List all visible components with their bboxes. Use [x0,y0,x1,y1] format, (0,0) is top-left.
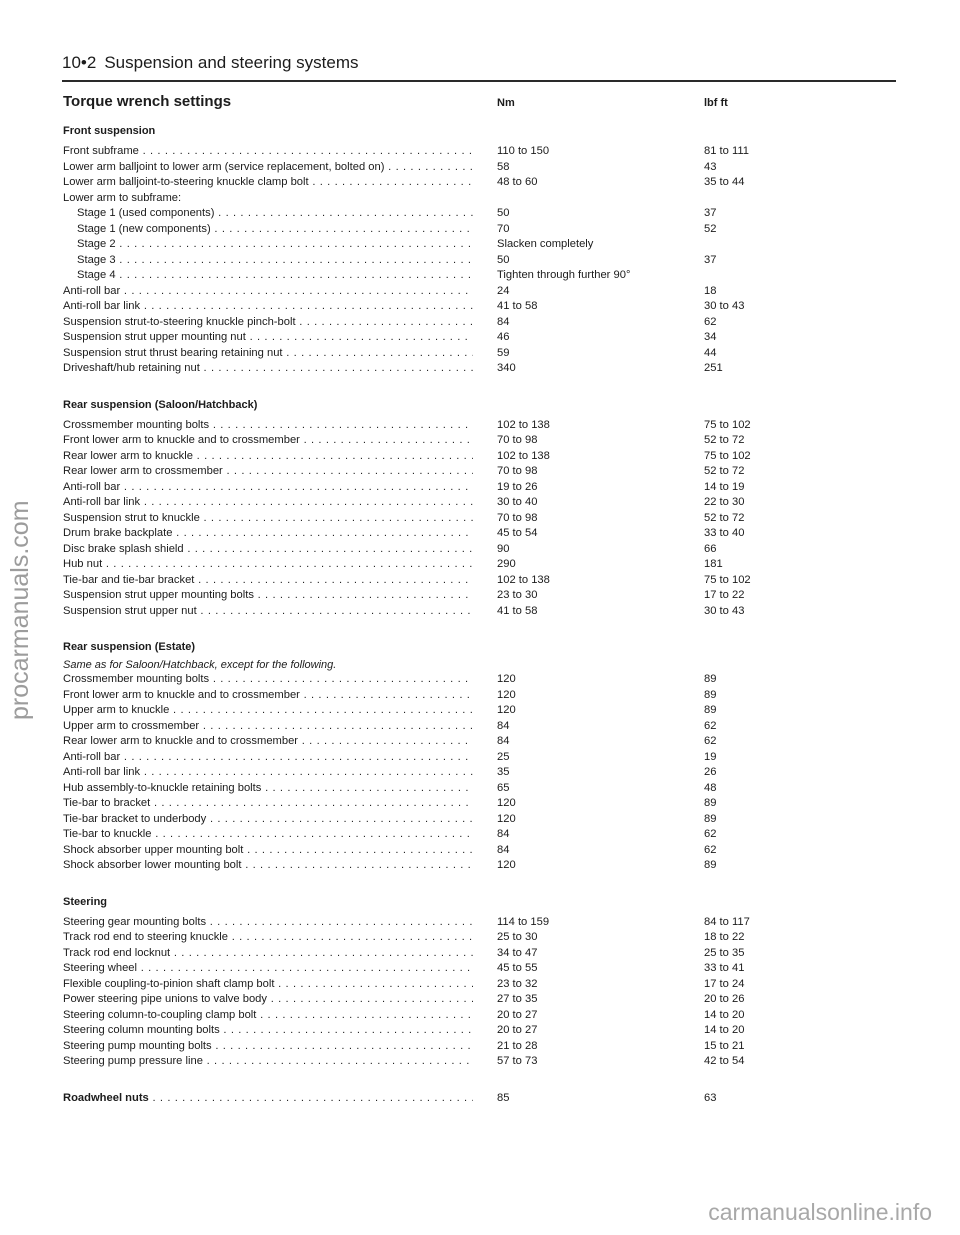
table-row [63,237,863,253]
table-row [63,992,863,1008]
row-lbf: 89 [704,704,717,716]
row-lbf: 33 to 40 [704,527,745,539]
table-row [63,1023,863,1039]
row-lbf: 30 to 43 [704,300,745,312]
row-label: Rear lower arm to knuckle and to crossmember . . . [63,734,473,750]
row-label: Anti-roll bar . . . [63,284,473,300]
table-row [63,588,863,604]
row-lbf: 89 [704,688,717,701]
section-rear-suspension-estate [63,640,863,874]
row-nm: 114 to 159 [497,915,550,928]
row-lbf: 62 [704,315,717,328]
row-nm: 120 [497,859,516,871]
row-label: Driveshaft/hub retaining nut . . . [63,361,473,377]
row-lbf: 63 [704,1091,717,1104]
row-nm: 35 [497,766,510,778]
row-lbf: 181 [704,558,723,570]
row-lbf: 62 [704,719,717,732]
row-lbf: 14 to 20 [704,1008,745,1021]
row-label: Stage 4 . . . [77,268,473,284]
row-nm: 84 [497,315,510,328]
row-label: Suspension strut upper nut . . . [63,604,473,620]
row-nm: 70 [497,222,510,235]
section-rear-suspension-saloon [63,398,863,620]
row-label: Stage 1 (used components) . . . [77,206,473,222]
row-label: Front subframe . . . [63,144,473,160]
table-row [63,858,863,874]
row-lbf: 42 to 54 [704,1055,745,1067]
row-lbf: 18 to 22 [704,931,745,943]
row-label: Lower arm balljoint to lower arm (service replacement, bolted on) . . . [63,160,473,176]
row-label: Front lower arm to knuckle and to crossmember . . . [63,433,473,449]
row-nm: 58 [497,160,510,173]
row-label: Anti-roll bar link . . . [63,299,473,315]
table-row [63,175,863,191]
row-label: Hub nut . . . [63,557,473,573]
table-row [63,346,863,362]
row-lbf: 35 to 44 [704,176,745,188]
table-row [63,464,863,480]
row-nm: 23 to 30 [497,589,538,601]
table-row [63,222,863,238]
table-row [63,495,863,511]
row-label: Anti-roll bar link . . . [63,765,473,781]
table-row [63,315,863,331]
row-lbf: 25 to 35 [704,946,745,959]
table-row [63,604,863,620]
row-nm: 50 [497,207,510,219]
row-nm: 102 to 138 [497,573,550,586]
row-label: Front lower arm to knuckle and to crossmember . . . [63,688,473,704]
row-lbf: 15 to 21 [704,1039,745,1052]
table-row [63,827,863,843]
row-label: Track rod end to steering knuckle . . . [63,930,473,946]
row-lbf: 251 [704,362,723,374]
row-label [63,1091,473,1107]
roadwheel-label: Roadwheel nuts [63,1091,149,1104]
row-lbf: 52 [704,222,717,235]
table-row [63,843,863,859]
section-title: Rear suspension (Saloon/Hatchback) [63,398,258,411]
row-nm: 46 [497,331,510,343]
section-title: Rear suspension (Estate) [63,641,196,653]
row-nm: 25 to 30 [497,931,538,943]
row-lbf: 30 to 43 [704,604,745,617]
table-row [63,557,863,573]
row-lbf: 62 [704,828,717,840]
row-nm: 59 [497,346,510,359]
row-nm: 20 to 27 [497,1008,538,1021]
row-label: Suspension strut thrust bearing retaining nut . . . [63,346,473,362]
row-nm: 27 to 35 [497,993,538,1005]
side-watermark: procarmanuals.com [6,500,34,720]
row-nm: 120 [497,704,516,716]
row-lbf: 19 [704,750,717,763]
row-lbf: 84 to 117 [704,915,750,928]
row-label: Steering pump pressure line . . . [63,1054,473,1070]
row-nm: 20 to 27 [497,1024,538,1036]
row-nm: 340 [497,362,516,374]
row-label: Disc brake splash shield . . . [63,542,473,558]
table-row [63,330,863,346]
row-nm: 19 to 26 [497,480,538,493]
row-label: Upper arm to crossmember . . . [63,719,473,735]
row-nm: 120 [497,797,516,809]
section-heading: Torque wrench settings [63,93,232,110]
row-lbf: 89 [704,797,717,809]
page-number: 10•2 [62,53,97,72]
row-lbf: 33 to 41 [704,962,745,974]
row-lbf: 22 to 30 [704,496,745,508]
row-lbf: 66 [704,542,717,555]
row-lbf: 89 [704,859,717,871]
page-header [62,52,896,82]
row-label: Shock absorber lower mounting bolt . . . [63,858,473,874]
row-lbf: 44 [704,346,717,359]
table-row [63,433,863,449]
row-lbf: 26 [704,766,717,778]
table-row [63,191,863,207]
row-lbf: 14 to 20 [704,1024,745,1036]
row-label: Steering column mounting bolts . . . [63,1023,473,1039]
row-lbf: 17 to 24 [704,977,745,990]
row-lbf: 52 to 72 [704,511,745,524]
section-title: Steering [63,895,108,908]
table-row [63,284,863,300]
row-nm: 65 [497,781,510,794]
row-nm: 34 to 47 [497,946,538,959]
row-nm: 120 [497,673,516,685]
table-row [63,1054,863,1070]
table-row [63,719,863,735]
table-row [63,160,863,176]
row-label: Stage 1 (new components) . . . [77,222,473,238]
row-label: Shock absorber upper mounting bolt . . . [63,843,473,859]
unit-header-lbf: lbf ft [704,97,728,109]
row-nm: 84 [497,828,510,840]
row-lbf: 14 to 19 [704,480,745,493]
unit-header-nm: Nm [497,97,515,109]
table-row [63,977,863,993]
chapter-title: Suspension and steering systems [104,53,359,72]
row-nm: 23 to 32 [497,977,538,990]
row-nm: 30 to 40 [497,496,538,508]
row-lbf: 43 [704,160,717,173]
section-note: Same as for Saloon/Hatchback, except for the following. [63,659,337,671]
row-label: Upper arm to knuckle . . . [63,703,473,719]
section-roadwheel [63,1091,863,1107]
row-nm: 290 [497,558,516,570]
row-label: Anti-roll bar . . . [63,480,473,496]
row-lbf: 20 to 26 [704,993,745,1005]
table-row [63,1039,863,1055]
section-title: Front suspension [63,125,156,137]
row-nm: 110 to 150 [497,145,550,157]
row-label: Lower arm balljoint-to-steering knuckle clamp bolt . . . [63,175,473,191]
row-nm: 21 to 28 [497,1039,538,1052]
row-nm: Slacken completely [497,238,594,250]
row-label: Rear lower arm to knuckle . . . [63,449,473,465]
table-row [63,361,863,377]
row-lbf: 37 [704,253,717,266]
row-label: Drum brake backplate . . . [63,526,473,542]
row-lbf: 52 to 72 [704,465,745,477]
row-label: Steering pump mounting bolts . . . [63,1039,473,1055]
row-nm: 57 to 73 [497,1055,538,1067]
row-lbf: 17 to 22 [704,589,745,601]
row-nm: 41 to 58 [497,604,538,617]
row-lbf: 62 [704,843,717,856]
row-label: Track rod end locknut . . . [63,946,473,962]
table-row [63,915,863,931]
row-lbf: 48 [704,781,717,794]
row-lbf: 34 [704,331,717,343]
row-label: Crossmember mounting bolts . . . [63,672,473,688]
table-row [63,480,863,496]
table-row [63,449,863,465]
row-nm: 24 [497,284,510,297]
row-nm: 120 [497,812,516,825]
section-steering [63,895,863,1070]
row-lbf: 75 to 102 [704,449,751,462]
row-nm: 45 to 55 [497,962,538,974]
table-row [63,930,863,946]
table-row [63,526,863,542]
row-lbf: 89 [704,812,717,825]
row-lbf: 75 to 102 [704,418,751,431]
table-row [63,511,863,527]
row-nm: 90 [497,542,510,555]
header-title-line [62,52,359,74]
row-label: Suspension strut upper mounting nut . . . [63,330,473,346]
row-nm: 84 [497,719,510,732]
row-nm: 25 [497,750,510,763]
row-label: Stage 2 . . . [77,237,473,253]
row-nm: 120 [497,688,516,701]
bottom-watermark: carmanualsonline.info [708,1199,932,1225]
row-label: Suspension strut upper mounting bolts . . . [63,588,473,604]
row-label: Steering column-to-coupling clamp bolt . . . [63,1008,473,1024]
section-front-suspension [63,124,863,377]
row-lbf: 75 to 102 [704,573,751,586]
row-nm: 102 to 138 [497,449,550,462]
table-row [63,672,863,688]
row-label: Lower arm to subframe: [63,191,182,204]
row-lbf: 81 to 111 [704,145,749,157]
row-label: Anti-roll bar link . . . [63,495,473,511]
table-row [63,961,863,977]
row-lbf: 18 [704,284,717,297]
row-nm: 84 [497,735,510,747]
row-label: Tie-bar to knuckle . . . [63,827,473,843]
table-row [63,268,863,284]
table-row [63,703,863,719]
row-nm: 85 [497,1091,510,1104]
row-label: Suspension strut to knuckle . . . [63,511,473,527]
table-row [63,206,863,222]
row-lbf: 52 to 72 [704,434,745,446]
row-label: Steering gear mounting bolts . . . [63,915,473,931]
table-row [63,299,863,315]
table-row [63,1091,863,1107]
table-row [63,542,863,558]
row-lbf: 89 [704,673,717,685]
row-label: Stage 3 . . . [77,253,473,269]
row-nm: 50 [497,253,510,266]
table-row [63,796,863,812]
table-row [63,946,863,962]
table-row [63,573,863,589]
row-label: Suspension strut-to-steering knuckle pinch-bolt . . . [63,315,473,331]
row-label: Crossmember mounting bolts . . . [63,418,473,434]
table-row [63,253,863,269]
row-nm: Tighten through further 90° [497,269,631,281]
table-row [63,765,863,781]
row-nm: 102 to 138 [497,418,550,431]
row-nm: 70 to 98 [497,465,538,477]
row-nm: 48 to 60 [497,176,538,188]
table-title-row [63,93,863,115]
table-row [63,1008,863,1024]
table-row [63,812,863,828]
row-label: Power steering pipe unions to valve body . . . [63,992,473,1008]
row-lbf: 62 [704,735,717,747]
table-row [63,750,863,766]
table-row [63,144,863,160]
row-label: Anti-roll bar . . . [63,750,473,766]
table-row [63,418,863,434]
row-label: Rear lower arm to crossmember . . . [63,464,473,480]
row-label: Tie-bar to bracket . . . [63,796,473,812]
row-label: Tie-bar bracket to underbody . . . [63,812,473,828]
row-nm: 45 to 54 [497,527,538,539]
row-nm: 41 to 58 [497,300,538,312]
row-label: Flexible coupling-to-pinion shaft clamp bolt . . . [63,977,473,993]
table-row [63,688,863,704]
row-label: Tie-bar and tie-bar bracket . . . [63,573,473,589]
row-nm: 70 to 98 [497,511,538,524]
row-nm: 70 to 98 [497,434,538,446]
table-row [63,734,863,750]
table-row [63,781,863,797]
torque-settings-table [63,93,863,1106]
row-label: Hub assembly-to-knuckle retaining bolts . . . [63,781,473,797]
row-label: Steering wheel . . . [63,961,473,977]
row-lbf: 37 [704,207,717,219]
row-nm: 84 [497,843,510,856]
